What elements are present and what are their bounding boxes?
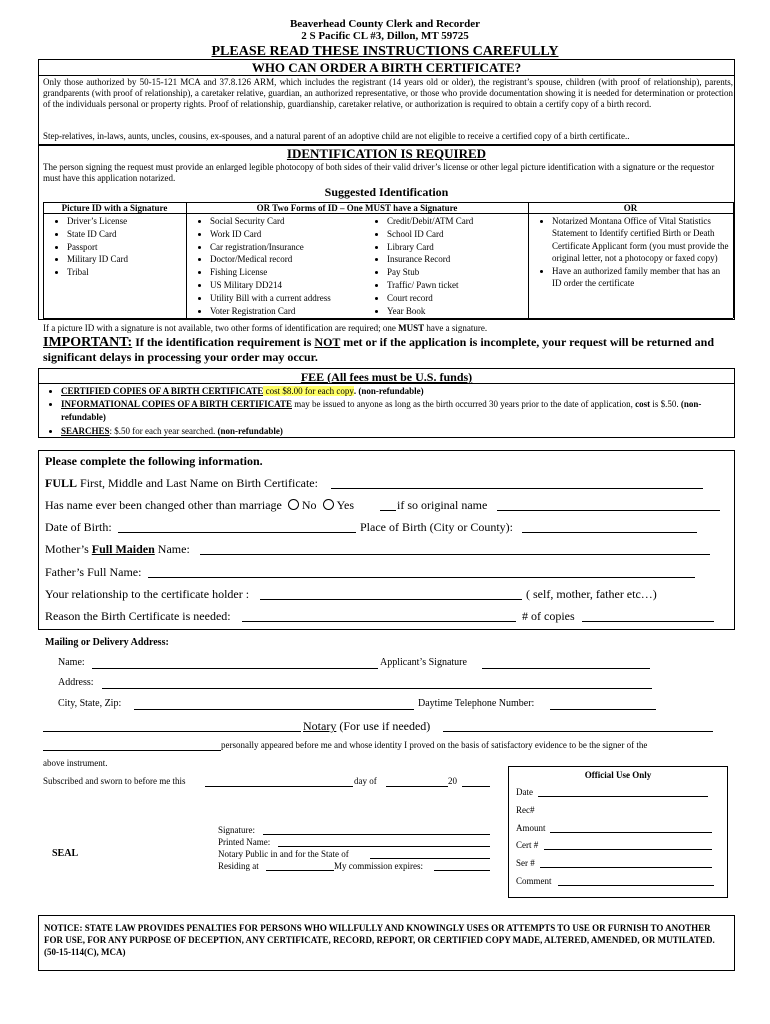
official-ser-label: Ser # <box>516 858 535 868</box>
office-name: Beaverhead County Clerk and Recorder <box>289 18 481 30</box>
official-rec-label: Rec# <box>516 805 535 815</box>
name-changed-row: Has name ever been changed other than marriage No Yes <box>45 498 355 512</box>
day-of-label: day of <box>354 776 377 786</box>
father-name-label: Father’s Full Name: <box>45 565 142 579</box>
instructions-title: PLEASE READ THESE INSTRUCTIONS CAREFULLY <box>211 44 559 59</box>
id-option: • Work ID Card <box>210 228 363 241</box>
pob-field[interactable] <box>522 532 697 533</box>
notary-person-field[interactable] <box>43 750 221 751</box>
who-paragraph: Only those authorized by 50-15-121 MCA and 37.8.126 ARM, which includes the registrant (14 years old or older), the registrant’s spouse, children (with proof of relationship), parents, grandparents (with proof of relationship), a caretaker relative, guardian, an authorized representative, or those who provide documentation showing it is needed for determination or protection of the individuals personal or property rights. Proof of relationship, guardianship, caretaker relative, or authorization is required to obtain a certify copy of a birth record. <box>43 77 733 109</box>
id-col2-header: OR Two Forms of ID – One MUST have a Signature <box>256 203 458 213</box>
official-amount-label: Amount <box>516 823 546 833</box>
id-option: • Pay Stub <box>387 266 525 279</box>
id-option: • Social Security Card <box>210 215 363 228</box>
notary-printed-field[interactable] <box>278 846 490 847</box>
mailing-address-label: Address: <box>58 677 94 688</box>
reason-label: Reason the Birth Certificate is needed: <box>45 609 231 623</box>
mailing-name-label: Name: <box>58 657 85 668</box>
subscribed-label: Subscribed and sworn to before me this <box>43 776 186 786</box>
identification-paragraph: The person signing the request must provide an enlarged legible photocopy of both sides of their valid driver’s license or other legal picture identification with a signature or the requestor must have this application notarized. <box>43 162 715 183</box>
phone-field[interactable] <box>550 709 656 710</box>
id-option: • Have an authorized family member that has an ID order the certificate <box>552 265 730 290</box>
id-option: • Fishing License <box>210 266 363 279</box>
id-col3-header: OR <box>623 203 638 213</box>
original-name-label: if so original name <box>397 498 488 512</box>
official-title: Official Use Only <box>584 770 652 780</box>
notary-printed-label: Printed Name: <box>218 837 271 847</box>
mailing-title: Mailing or Delivery Address: <box>45 637 169 648</box>
father-name-field[interactable] <box>148 577 695 578</box>
notary-appeared-text: personally appeared before me and whose identity I proved on the basis of satisfactory evidence to be the signer of the <box>221 740 648 750</box>
full-name-field[interactable] <box>331 488 703 489</box>
name-changed-yes-radio[interactable] <box>323 499 334 510</box>
notice-text: NOTICE: STATE LAW PROVIDES PENALTIES FOR PERSONS WHO WILLFULLY AND KNOWINGLY USES OR ATTEMPTS TO USE OR FURNISH TO ANOTHER FOR USE, FOR ANY PURPOSE OF DECEPTION, ANY CERTIFICATE, RECORD, REPORT, OR CERTIFIED COPY MADE, ALTERED, AMENDED, OR MUTILATED. (50-15-114(C), MCA) <box>44 923 715 957</box>
fee-informational: • INFORMATIONAL COPIES OF A BIRTH CERTIFICATE may be issued to anyone as long as the birth occurred 30 years prior to the date of application, cost is $.50. (non-refundable) <box>61 398 733 424</box>
city-state-zip-field[interactable] <box>134 709 414 710</box>
id-col1-header: Picture ID with a Signature <box>61 203 168 213</box>
notary-title: Notary (For use if needed) <box>303 719 431 733</box>
identification-title: IDENTIFICATION IS REQUIRED <box>286 146 487 161</box>
id-option: • Passport <box>67 241 185 254</box>
name-changed-no-radio[interactable] <box>288 499 299 510</box>
seal-label: SEAL <box>52 848 79 859</box>
fee-certified: • CERTIFIED COPIES OF A BIRTH CERTIFICATE cost $8.00 for each copy. (non-refundable) <box>61 385 733 398</box>
official-cert-field[interactable] <box>544 849 712 850</box>
notary-signature-field[interactable] <box>263 834 490 835</box>
official-comment-label: Comment <box>516 876 552 886</box>
official-date-field[interactable] <box>538 796 708 797</box>
applicant-signature-label: Applicant’s Signature <box>380 657 467 668</box>
id-option: • Credit/Debit/ATM Card <box>387 215 525 228</box>
subscribed-day-field[interactable] <box>205 786 353 787</box>
id-option: • Notarized Montana Office of Vital Statistics Statement to Identify certified Birth or Death Certificate Applicant form (you must provide the original letter, not a photocopy or faxed copy) <box>552 215 730 265</box>
mailing-name-field[interactable] <box>92 668 378 669</box>
id-option: • Doctor/Medical record <box>210 253 363 266</box>
fee-title: FEE (All fees must be U.S. funds) <box>300 370 473 384</box>
id-option: • Insurance Record <box>387 253 525 266</box>
relationship-field[interactable] <box>260 599 522 600</box>
copies-label: # of copies <box>522 609 575 623</box>
original-name-field[interactable] <box>497 510 720 511</box>
applicant-signature-field[interactable] <box>482 668 650 669</box>
subscribed-year-field[interactable] <box>462 786 490 787</box>
official-amount-field[interactable] <box>550 832 712 833</box>
reason-field[interactable] <box>242 621 516 622</box>
phone-label: Daytime Telephone Number: <box>418 698 535 709</box>
id-col2a-list <box>188 215 363 317</box>
yes-field[interactable] <box>380 510 396 511</box>
fee-list <box>43 385 733 438</box>
notary-above-text: above instrument. <box>43 758 108 768</box>
official-date-label: Date <box>516 787 533 797</box>
id-option: • Tribal <box>67 266 185 279</box>
mother-name-label: Mother’s Full Maiden Name: <box>45 542 190 556</box>
full-name-label: FULL First, Middle and Last Name on Birth Certificate: <box>45 476 318 490</box>
id-option: • Traffic/ Pawn ticket <box>387 279 525 292</box>
form-intro: Please complete the following information. <box>45 454 263 468</box>
dob-label: Date of Birth: <box>45 520 112 534</box>
dob-field[interactable] <box>118 532 356 533</box>
step-relatives-note: Step-relatives, in-laws, aunts, uncles, cousins, ex-spouses, and a natural parent of an adoptive child are not eligible to receive a certified copy of a birth certificate.. <box>43 131 630 141</box>
id-option: • Utility Bill with a current address <box>210 292 363 305</box>
official-cert-label: Cert # <box>516 840 539 850</box>
id-option: • Driver’s License <box>67 215 185 228</box>
id-option: • Library Card <box>387 241 525 254</box>
official-ser-field[interactable] <box>540 867 712 868</box>
important-notice: IMPORTANT: If the identification requirement is NOT met or if the application is incomplete, your request will be returned and significant delays in processing your order may occur. <box>43 335 714 364</box>
notary-signature-label: Signature: <box>218 825 255 835</box>
who-title: WHO CAN ORDER A BIRTH CERTIFICATE? <box>251 60 522 75</box>
fee-searches: • SEARCHES: $.50 for each year searched. (non-refundable) <box>61 425 733 438</box>
id-option: • Court record <box>387 292 525 305</box>
id-option: • US Military DD214 <box>210 279 363 292</box>
subscribed-month-field[interactable] <box>386 786 448 787</box>
id-note: If a picture ID with a signature is not available, two other forms of identification are required; one MUST have a signature. <box>43 323 488 333</box>
id-option: • Voter Registration Card <box>210 305 363 318</box>
notary-commission-field[interactable] <box>434 870 490 871</box>
id-col2b-list <box>365 215 525 317</box>
official-comment-field[interactable] <box>558 885 714 886</box>
year-label: 20 <box>448 776 457 786</box>
id-option: • Year Book <box>387 305 525 318</box>
id-option: • State ID Card <box>67 228 185 241</box>
notary-commission-label: My commission expires: <box>334 861 423 871</box>
notary-residing-field[interactable] <box>266 870 334 871</box>
pob-label: Place of Birth (City or County): <box>360 520 513 534</box>
relationship-hint: ( self, mother, father etc…) <box>526 587 657 601</box>
id-option: • Military ID Card <box>67 253 185 266</box>
city-state-zip-label: City, State, Zip: <box>58 698 122 709</box>
id-col1-list <box>45 215 185 279</box>
suggested-id-title: Suggested Identification <box>324 185 449 199</box>
mailing-address-field[interactable] <box>102 688 652 689</box>
mother-name-field[interactable] <box>200 554 710 555</box>
id-col3-list <box>530 215 730 289</box>
relationship-label: Your relationship to the certificate holder : <box>45 587 250 601</box>
notary-residing-label: Residing at <box>218 861 259 871</box>
notary-state-field[interactable] <box>370 858 490 859</box>
id-option: • Car registration/Insurance <box>210 241 363 254</box>
office-address: 2 S Pacific CL #3, Dillon, MT 59725 <box>301 30 469 42</box>
notary-public-label: Notary Public in and for the State of <box>218 849 349 859</box>
id-option: • School ID Card <box>387 228 525 241</box>
copies-field[interactable] <box>582 621 714 622</box>
